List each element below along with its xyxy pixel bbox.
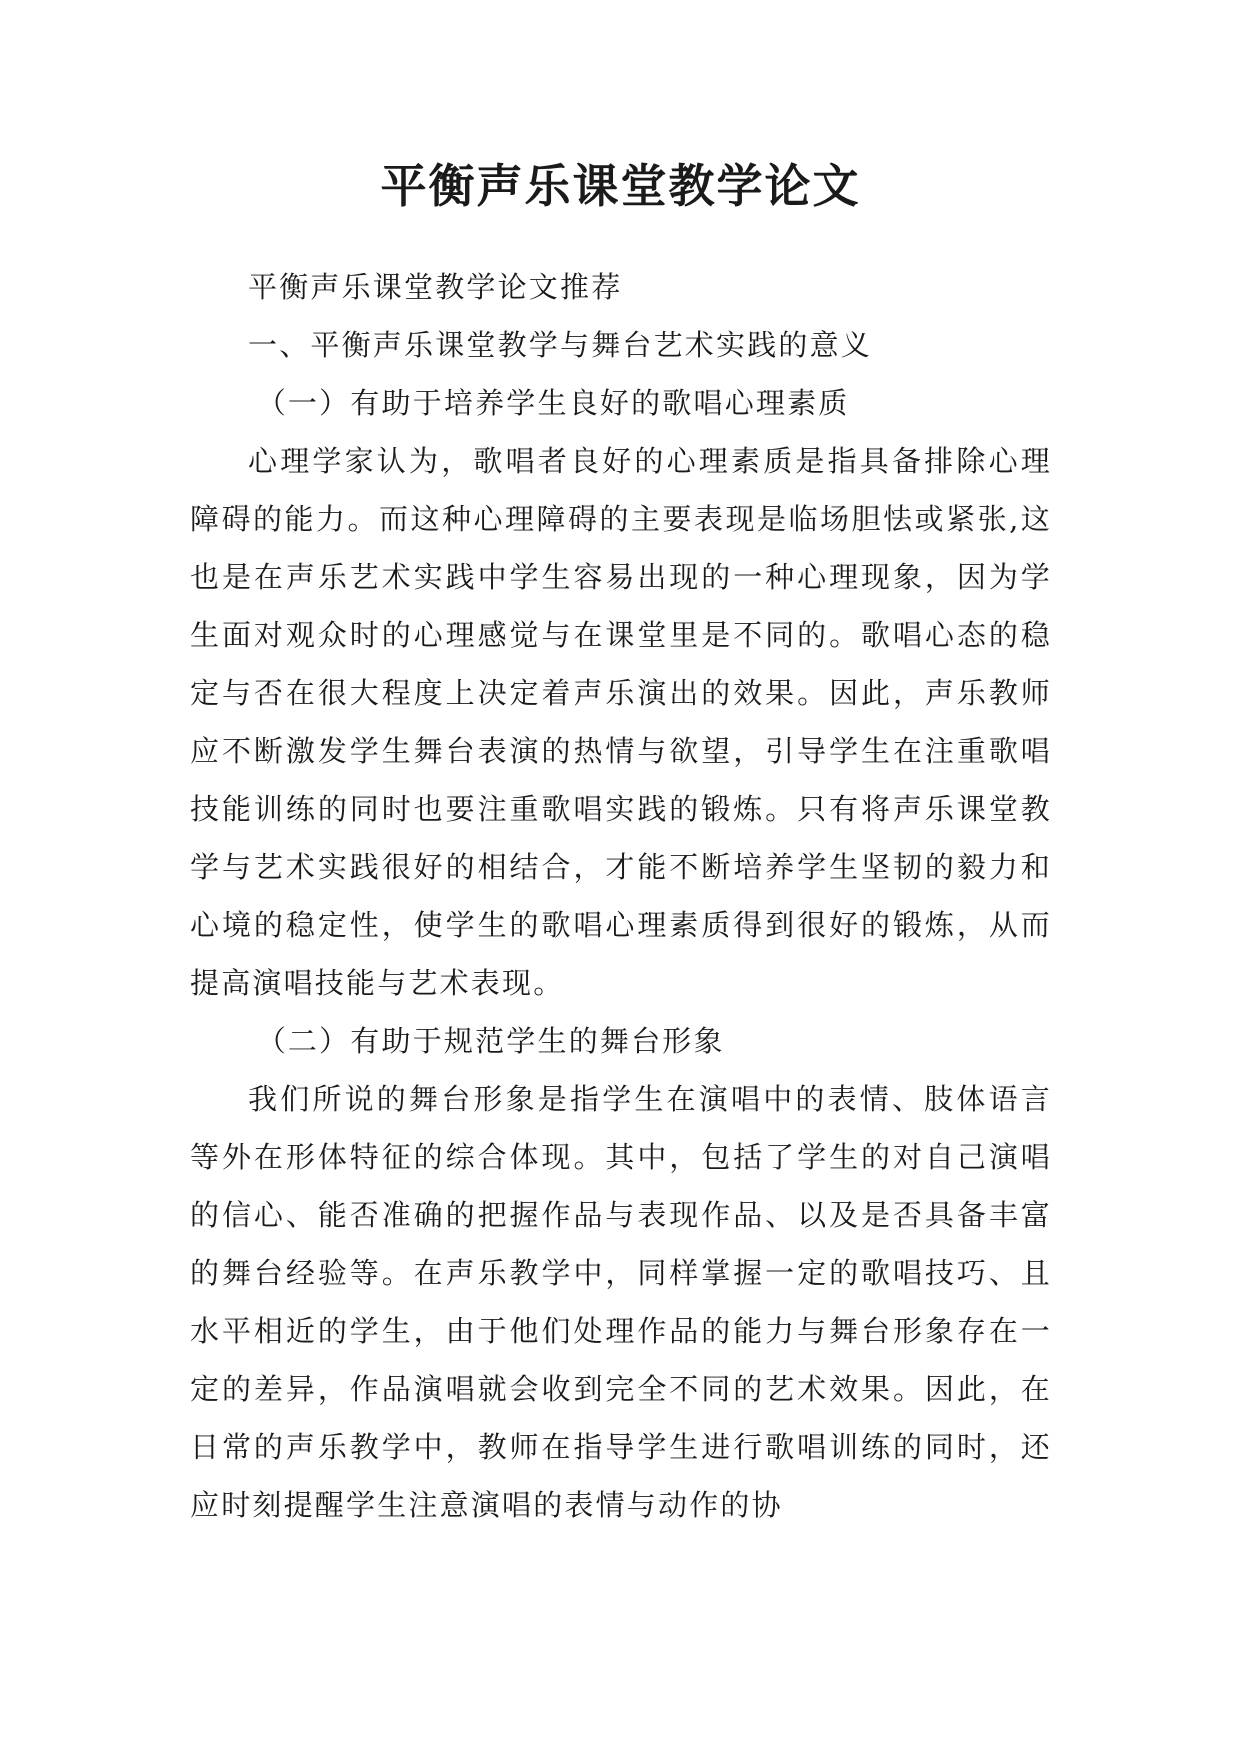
document-body xyxy=(190,258,1052,1534)
intro-line: 平衡声乐课堂教学论文推荐 xyxy=(248,270,623,304)
subsection-heading: （二）有助于规范学生的舞台形象 xyxy=(256,1024,725,1058)
body-paragraph: 心理学家认为，歌唱者良好的心理素质是指具备排除心理障碍的能力。而这种心理障碍的主要表现是临场胆怯或紧张,这也是在声乐艺术实践中学生容易出现的一种心理现象，因为学生面对观众时的心理感觉与在课堂里是不同的。歌唱心态的稳定与否在很大程度上决定着声乐演出的效果。因此，声乐教师应不断激发学生舞台表演的热情与欲望，引导学生在注重歌唱技能训练的同时也要注重歌唱实践的锻炼。只有将声乐课堂教学与艺术实践很好的相结合，才能不断培养学生坚韧的毅力和心境的稳定性，使学生的歌唱心理素质得到很好的锻炼，从而提高演唱技能与艺术表现。 xyxy=(190,444,1052,1000)
subsection-heading: （一）有助于培养学生良好的歌唱心理素质 xyxy=(256,386,850,420)
page-title: 平衡声乐课堂教学论文 xyxy=(380,159,861,213)
body-paragraph: 我们所说的舞台形象是指学生在演唱中的表情、肢体语言等外在形体特征的综合体现。其中，包括了学生的对自己演唱的信心、能否准确的把握作品与表现作品、以及是否具备丰富的舞台经验等。在声乐教学中，同样掌握一定的歌唱技巧、且水平相近的学生，由于他们处理作品的能力与舞台形象存在一定的差异，作品演唱就会收到完全不同的艺术效果。因此，在日常的声乐教学中，教师在指导学生进行歌唱训练的同时，还应时刻提醒学生注意演唱的表情与动作的协 xyxy=(190,1082,1052,1522)
section-heading: 一、平衡声乐课堂教学与舞台艺术实践的意义 xyxy=(248,328,873,362)
